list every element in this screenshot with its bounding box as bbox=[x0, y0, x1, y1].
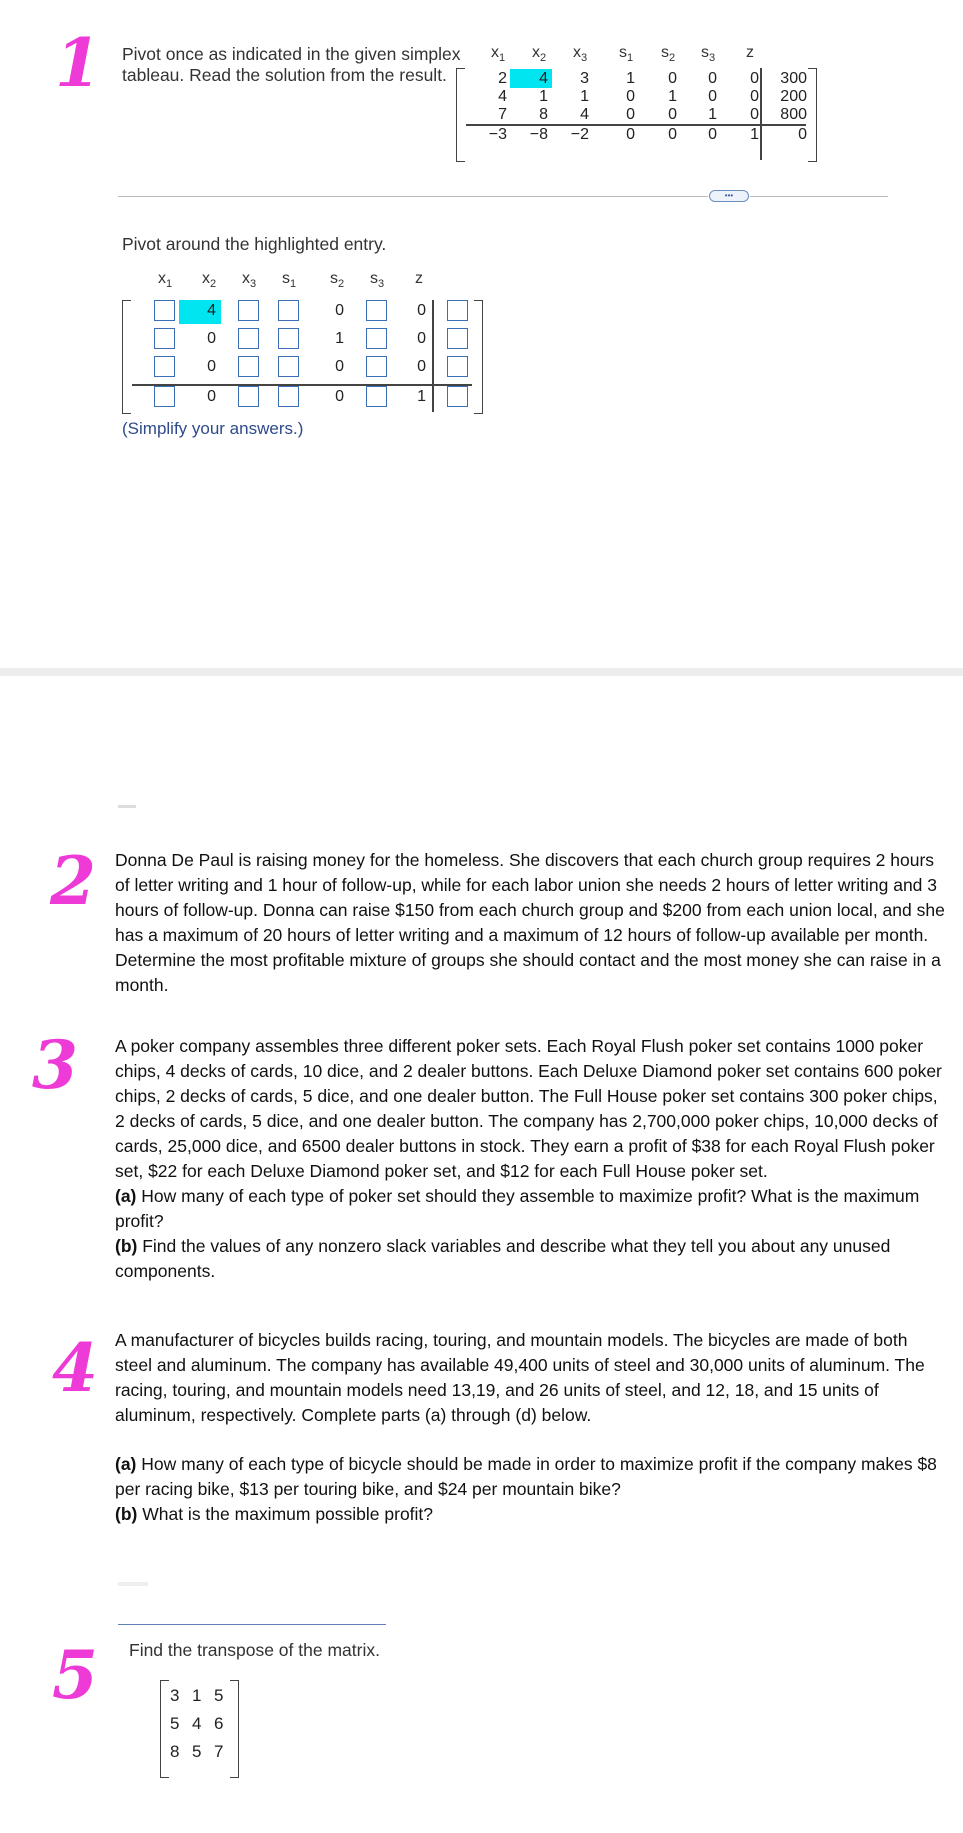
problem-number-3: 3 bbox=[32, 1026, 78, 1104]
tableau-cell: −8 bbox=[529, 126, 548, 143]
answer-input-r2c3[interactable] bbox=[238, 328, 259, 349]
column-header-x1 bbox=[148, 270, 182, 290]
answer-fixed-value: 4 bbox=[207, 302, 216, 319]
problem3-text: A poker company assembles three different poker sets. Each Royal Flush poker set contains 1000 poker chips, 4 decks of cards, 10 dice, and 2 dealer buttons. Each Deluxe Diamond poker set contains 600 poker chips, 2 decks of cards, 5 dice, and one dealer button. The Full House poker set contains 300 poker chips, 2 decks of cards, 5 dice, and one dealer button. The company has 2,700,000 poker chips, 10,000 decks of cards, 25,000 dice, and 6500 dealer buttons in stock. They earn a profit of $38 for each Royal Flush poker set, $22 for each Deluxe Diamond poker set, and $12 for each Full House poker set. bbox=[115, 1036, 942, 1181]
header-subscript: 2 bbox=[668, 52, 676, 65]
header-base: x bbox=[531, 44, 540, 61]
tableau-cell: 0 bbox=[626, 88, 635, 105]
matrix-left-bracket bbox=[160, 1680, 169, 1778]
tableau-cell: 1 bbox=[626, 70, 635, 87]
answer-input-r2c8[interactable] bbox=[447, 328, 468, 349]
answer-fixed-value: 0 bbox=[417, 330, 426, 347]
answer-tableau bbox=[122, 270, 492, 420]
answer-input-r3c4[interactable] bbox=[278, 356, 299, 377]
part-a-text: How many of each type of poker set should they assemble to maximize profit? What is the maximum profit? bbox=[115, 1186, 920, 1231]
problem1-prompt bbox=[122, 44, 461, 86]
matrix-entry: 1 bbox=[192, 1686, 202, 1705]
answer-fixed-value: 0 bbox=[417, 358, 426, 375]
column-header-x3 bbox=[563, 44, 597, 64]
pivot-instruction: Pivot around the highlighted entry. bbox=[122, 234, 387, 254]
more-options-button[interactable] bbox=[709, 190, 749, 202]
column-header-x2 bbox=[522, 44, 556, 64]
section-divider-right bbox=[750, 196, 888, 197]
part-b-text: Find the values of any nonzero slack variables and describe what they tell you about any unused components. bbox=[115, 1236, 891, 1281]
column-header-s3 bbox=[360, 270, 394, 290]
answer-input-r4c6[interactable] bbox=[366, 386, 387, 407]
problem1-prompt-line2: tableau. Read the solution from the result. bbox=[122, 65, 447, 85]
answer-input-r1c3[interactable] bbox=[238, 300, 259, 321]
rhs-divider bbox=[432, 300, 434, 412]
answer-input-r4c3[interactable] bbox=[238, 386, 259, 407]
answer-fixed-value: 0 bbox=[207, 388, 216, 405]
tableau-cell: 0 bbox=[708, 70, 717, 87]
tableau-cell: 0 bbox=[750, 70, 759, 87]
problem-number-1: 1 bbox=[55, 24, 101, 102]
header-subscript: 2 bbox=[209, 278, 217, 291]
answer-fixed-value: 0 bbox=[207, 358, 216, 375]
answer-input-r1c6[interactable] bbox=[366, 300, 387, 321]
header-base: x bbox=[572, 44, 581, 61]
problem5-prompt: Find the transpose of the matrix. bbox=[129, 1640, 380, 1660]
tableau-cell: 4 bbox=[498, 88, 507, 105]
answer-input-r4c1[interactable] bbox=[154, 386, 175, 407]
matrix-entry: 7 bbox=[214, 1742, 224, 1761]
header-base: s bbox=[369, 270, 378, 287]
problem4-parts bbox=[115, 1452, 945, 1527]
answer-fixed-value: 0 bbox=[417, 302, 426, 319]
column-header-s1 bbox=[609, 44, 643, 64]
answer-input-r4c4[interactable] bbox=[278, 386, 299, 407]
rhs-divider bbox=[760, 68, 762, 160]
matrix-entry: 3 bbox=[170, 1686, 180, 1705]
tableau-cell: 1 bbox=[539, 88, 548, 105]
simplify-hint: (Simplify your answers.) bbox=[122, 419, 304, 438]
answer-input-r4c8[interactable] bbox=[447, 386, 468, 407]
more-options-label: ••• bbox=[724, 191, 734, 200]
page-break bbox=[0, 668, 963, 676]
problem-number-2: 2 bbox=[50, 842, 96, 920]
header-subscript: 1 bbox=[289, 278, 297, 291]
answer-input-r1c8[interactable] bbox=[447, 300, 468, 321]
matrix-entry: 6 bbox=[214, 1714, 224, 1733]
faint-mark bbox=[118, 805, 136, 808]
part-a-label: (a) bbox=[115, 1454, 137, 1474]
tableau-cell: 0 bbox=[626, 106, 635, 123]
answer-input-r1c1[interactable] bbox=[154, 300, 175, 321]
part-b-label: (b) bbox=[115, 1236, 138, 1256]
header-base: s bbox=[329, 270, 338, 287]
answer-fixed-value: 0 bbox=[335, 358, 344, 375]
objective-row-divider bbox=[466, 124, 806, 126]
answer-input-r2c1[interactable] bbox=[154, 328, 175, 349]
problem3-part-b bbox=[115, 1234, 945, 1284]
problem3-body bbox=[115, 1034, 945, 1284]
left-bracket bbox=[456, 68, 465, 162]
problem-number-5: 5 bbox=[52, 1636, 98, 1714]
header-subscript: 1 bbox=[498, 52, 506, 65]
column-header-s2 bbox=[320, 270, 354, 290]
tableau-cell: 0 bbox=[750, 106, 759, 123]
answer-fixed-value: 1 bbox=[335, 330, 344, 347]
answer-fixed-value: 0 bbox=[335, 388, 344, 405]
header-base: s bbox=[281, 270, 290, 287]
header-base: x bbox=[157, 270, 166, 287]
column-header-s2 bbox=[651, 44, 685, 64]
matrix-entry: 5 bbox=[192, 1742, 202, 1761]
part-b-text: What is the maximum possible profit? bbox=[137, 1504, 434, 1524]
column-header-z bbox=[733, 44, 767, 62]
tableau-cell: 2 bbox=[498, 70, 507, 87]
tableau-cell: −2 bbox=[570, 126, 589, 143]
tableau-cell: 0 bbox=[708, 126, 717, 143]
column-header-x2 bbox=[192, 270, 226, 290]
tableau-cell: 0 bbox=[668, 126, 677, 143]
answer-fixed-value: 1 bbox=[417, 388, 426, 405]
answer-input-r2c6[interactable] bbox=[366, 328, 387, 349]
tableau-cell: 0 bbox=[668, 70, 677, 87]
header-subscript: 2 bbox=[337, 278, 345, 291]
tableau-rhs-value: 800 bbox=[780, 106, 807, 123]
transpose-matrix bbox=[160, 1680, 242, 1780]
tableau-cell: 8 bbox=[539, 106, 548, 123]
header-base: x bbox=[201, 270, 210, 287]
part-a-text: How many of each type of bicycle should be made in order to maximize profit if the company makes $8 per racing bike, $13 per touring bike, and $24 per mountain bike? bbox=[115, 1454, 937, 1499]
answer-input-r2c4[interactable] bbox=[278, 328, 299, 349]
header-base: s bbox=[618, 44, 627, 61]
matrix-right-bracket bbox=[230, 1680, 239, 1778]
part-b-label: (b) bbox=[115, 1504, 138, 1524]
answer-input-r3c6[interactable] bbox=[366, 356, 387, 377]
tableau-rhs-value: 300 bbox=[780, 70, 807, 87]
tableau-cell: 4 bbox=[539, 70, 548, 87]
header-base: s bbox=[660, 44, 669, 61]
problem-number-4: 4 bbox=[52, 1329, 98, 1407]
answer-fixed-value: 0 bbox=[335, 302, 344, 319]
problem4-text: A manufacturer of bicycles builds racing, touring, and mountain models. The bicycles are made of both steel and aluminum. The company has available 49,400 units of steel and 30,000 units of aluminum. The racing, touring, and mountain models need 13,19, and 26 units of steel, and 12, 18, and 15 units of aluminum, respectively. Complete parts (a) through (d) below. bbox=[115, 1330, 925, 1425]
faint-mark-2 bbox=[118, 1582, 148, 1586]
tableau-cell: 0 bbox=[708, 88, 717, 105]
tableau-cell: 1 bbox=[580, 88, 589, 105]
problem3-part-a bbox=[115, 1184, 945, 1234]
header-subscript: 3 bbox=[249, 278, 257, 291]
problem2-text: Donna De Paul is raising money for the homeless. She discovers that each church group requires 2 hours of letter writing and 1 hour of follow-up, while for each labor union she needs 2 hours of letter writing and 3 hours of follow-up. Donna can raise $150 from each church group and $200 from each union local, and she has a maximum of 20 hours of letter writing and a maximum of 12 hours of follow-up available per month. Determine the most profitable mixture of groups she should contact and the most money she can raise in a month. bbox=[115, 850, 945, 995]
column-header-s3 bbox=[691, 44, 725, 64]
answer-input-r3c3[interactable] bbox=[238, 356, 259, 377]
column-header-z bbox=[402, 270, 436, 288]
part-a-label: (a) bbox=[115, 1186, 137, 1206]
header-subscript: 3 bbox=[377, 278, 385, 291]
column-header-x3 bbox=[232, 270, 266, 290]
header-base: z bbox=[746, 44, 754, 61]
tableau-cell: 0 bbox=[668, 106, 677, 123]
tableau-cell: 7 bbox=[498, 106, 507, 123]
matrix-entry: 4 bbox=[192, 1714, 202, 1733]
problem1-prompt-line1: Pivot once as indicated in the given simplex bbox=[122, 44, 461, 64]
header-base: s bbox=[700, 44, 709, 61]
section-divider bbox=[118, 196, 708, 197]
header-subscript: 3 bbox=[580, 52, 588, 65]
objective-row-divider bbox=[132, 384, 472, 386]
tableau-rhs-value: 200 bbox=[780, 88, 807, 105]
header-subscript: 3 bbox=[708, 52, 716, 65]
answer-fixed-value: 0 bbox=[207, 330, 216, 347]
tableau-rhs-value: 0 bbox=[798, 126, 807, 143]
problem5-divider bbox=[118, 1624, 386, 1625]
tableau-cell: 1 bbox=[708, 106, 717, 123]
answer-input-r3c1[interactable] bbox=[154, 356, 175, 377]
tableau-cell: 0 bbox=[750, 88, 759, 105]
tableau-cell: 1 bbox=[750, 126, 759, 143]
answer-input-r1c4[interactable] bbox=[278, 300, 299, 321]
header-subscript: 2 bbox=[539, 52, 547, 65]
header-base: x bbox=[490, 44, 499, 61]
tableau-cell: 3 bbox=[580, 70, 589, 87]
tableau-cell: −3 bbox=[488, 126, 507, 143]
given-tableau bbox=[456, 44, 816, 164]
matrix-entry: 5 bbox=[214, 1686, 224, 1705]
tableau-cell: 1 bbox=[668, 88, 677, 105]
answer-input-r3c8[interactable] bbox=[447, 356, 468, 377]
matrix-entry: 5 bbox=[170, 1714, 180, 1733]
matrix-entry: 8 bbox=[170, 1742, 180, 1761]
problem4-part-a bbox=[115, 1452, 945, 1502]
column-header-s1 bbox=[272, 270, 306, 290]
header-subscript: 1 bbox=[165, 278, 173, 291]
header-base: x bbox=[241, 270, 250, 287]
right-bracket bbox=[474, 300, 483, 414]
tableau-cell: 4 bbox=[580, 106, 589, 123]
left-bracket bbox=[122, 300, 131, 414]
header-subscript: 1 bbox=[626, 52, 634, 65]
header-base: z bbox=[415, 270, 423, 287]
right-bracket bbox=[808, 68, 817, 162]
problem4-part-b bbox=[115, 1502, 945, 1527]
column-header-x1 bbox=[481, 44, 515, 64]
tableau-cell: 0 bbox=[626, 126, 635, 143]
